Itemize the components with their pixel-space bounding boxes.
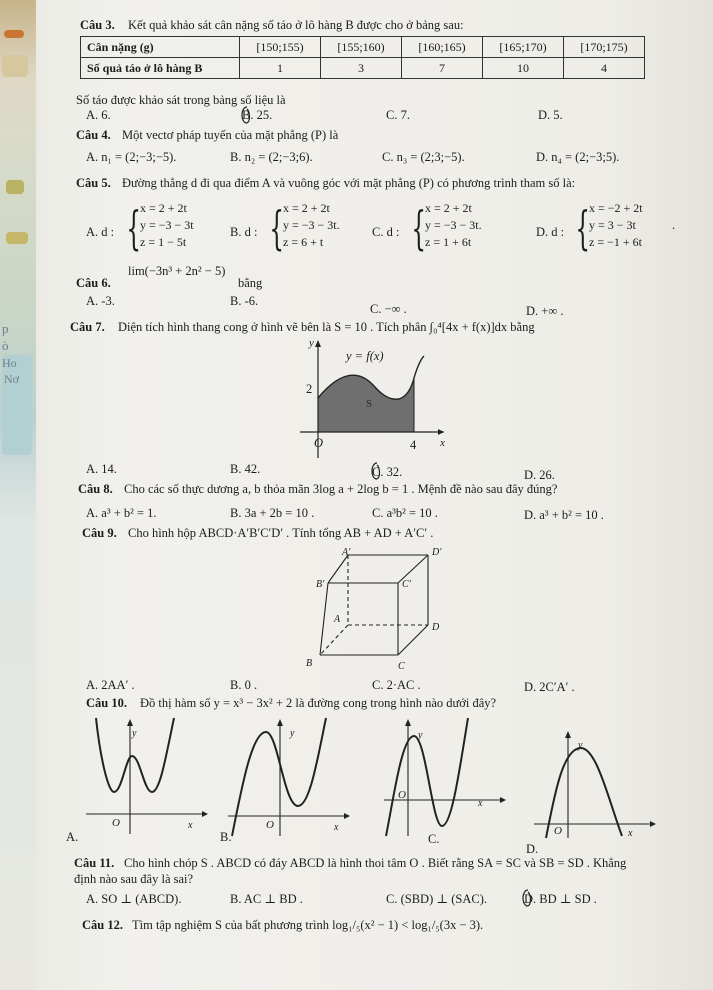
q7-option-a[interactable]: A. 14. — [86, 462, 117, 476]
q3-title: Câu 3. — [80, 18, 115, 32]
q10-graph-a — [82, 716, 212, 838]
q7-x-label: x — [440, 437, 445, 449]
q9-vertex-a-prime: A' — [342, 547, 351, 558]
q10-title: Câu 10. — [86, 696, 127, 710]
q5-option-a-brace: { — [126, 201, 141, 255]
q3-table-row-4: 10 — [483, 58, 564, 79]
q6-option-a[interactable]: A. -3. — [86, 294, 115, 308]
margin-scribble-4: Nơ — [4, 372, 20, 386]
q11-statement-line-2: định nào sau đây là sai? — [74, 872, 194, 886]
q6-title: Câu 6. — [76, 276, 111, 290]
q7-statement: Diện tích hình thang cong ở hình vẽ bên là S = 10 . Tích phân ∫₀⁴[4x + f(x)]dx bằng — [118, 320, 535, 334]
q7-y-tick: 2 — [306, 382, 313, 396]
q4-title: Câu 4. — [76, 128, 111, 142]
q6-option-c[interactable]: C. −∞ . — [370, 302, 407, 316]
q8-title: Câu 8. — [78, 482, 113, 496]
q4-statement: Một vectơ pháp tuyến của mặt phẳng (P) là — [122, 128, 339, 142]
q3-frequency-table — [80, 36, 645, 79]
q8-option-d[interactable]: D. a³ + b² = 10 . — [524, 508, 604, 522]
q4-option-d[interactable]: D. n₄ = (2;−3;5). — [536, 150, 620, 164]
q3-table-row-1: 1 — [240, 58, 321, 79]
margin-scribble-2: ò — [2, 338, 9, 353]
q10-label-d[interactable]: D. — [526, 842, 539, 856]
q11-option-a[interactable]: A. SO ⊥ (ABCD). — [86, 892, 182, 906]
q9-vertex-d-prime: D' — [432, 547, 442, 558]
q9-box-figure — [300, 540, 450, 668]
q5-option-c-system — [425, 200, 482, 251]
q5-c-line-3: z = 1 + 6t — [425, 235, 472, 249]
q8-option-b[interactable]: B. 3a + 2b = 10 . — [230, 506, 315, 520]
q10-d-x-label: x — [628, 828, 633, 839]
q10-a-y-label: y — [132, 728, 137, 739]
q11-option-d[interactable]: D. BD ⊥ SD . — [524, 892, 597, 906]
q3-option-c[interactable]: C. 7. — [386, 108, 410, 122]
q10-graph-d — [530, 728, 660, 840]
q10-label-c[interactable]: C. — [428, 832, 440, 846]
q5-option-a-system — [140, 200, 194, 251]
q5-trailing-dot: . — [672, 218, 676, 232]
q3-table-head-0: Cân nặng (g) — [81, 37, 240, 58]
q6-option-b[interactable]: B. -6. — [230, 294, 259, 308]
q3-circle-mark — [238, 105, 254, 125]
q5-option-d-label[interactable]: D. d : — [536, 225, 565, 239]
q5-option-d-system — [589, 200, 643, 251]
q7-function-label: y = f(x) — [346, 349, 384, 363]
q5-b-line-3: z = 6 + t — [283, 235, 324, 249]
q3-option-a[interactable]: A. 6. — [86, 108, 111, 122]
q5-c-line-2: y = −3 − 3t. — [425, 218, 482, 232]
q11-circle-mark — [519, 888, 535, 908]
q9-title: Câu 9. — [82, 526, 117, 540]
q6-option-d[interactable]: D. +∞ . — [526, 304, 564, 318]
q3-table-head-2: [155;160) — [321, 37, 402, 58]
q4-option-b[interactable]: B. n₂ = (2;−3;6). — [230, 150, 313, 164]
q7-origin: O — [314, 436, 324, 450]
q5-d-line-3: z = −1 + 6t — [589, 235, 642, 249]
q9-vertex-c: C — [398, 661, 405, 672]
q7-area-label: S — [366, 398, 373, 410]
q3-table-head-4: [165;170) — [483, 37, 564, 58]
q10-label-a[interactable]: A. — [66, 830, 79, 844]
q5-option-b-brace: { — [269, 201, 284, 255]
q10-c-y-label: y — [418, 730, 423, 741]
q3-statement: Kết quả khảo sát cân nặng số táo ở lô hàng B được cho ở bảng sau: — [128, 18, 464, 32]
q3-option-b[interactable]: B. 25. — [242, 108, 273, 122]
q5-option-b-system — [283, 200, 340, 251]
q10-d-y-label: y — [578, 740, 583, 751]
q10-d-origin: O — [554, 825, 562, 837]
q5-option-d-brace: { — [575, 201, 590, 255]
q5-statement: Đường thẳng d đi qua điểm A và vuông góc với mặt phẳng (P) có phương trình tham số là: — [122, 176, 576, 190]
q10-c-origin: O — [398, 789, 406, 801]
q10-a-origin: O — [112, 817, 120, 829]
q12-title: Câu 12. — [82, 918, 123, 932]
q7-option-b[interactable]: B. 42. — [230, 462, 261, 476]
q9-option-a[interactable]: A. 2AA′ . — [86, 678, 135, 692]
q7-circle-mark — [368, 461, 384, 481]
q5-b-line-1: x = 2 + 2t — [283, 201, 330, 215]
q10-statement: Đồ thị hàm số y = x³ − 3x² + 2 là đường cong trong hình nào dưới đây? — [140, 696, 497, 710]
q11-title: Câu 11. — [74, 856, 115, 870]
q5-b-line-2: y = −3 − 3t. — [283, 218, 340, 232]
q3-table-row-5: 4 — [564, 58, 645, 79]
q8-statement: Cho các số thực dương a, b thỏa mãn 3log a + 2log b = 1 . Mệnh đề nào sau đây đúng? — [124, 482, 558, 496]
q3-table-row-3: 7 — [402, 58, 483, 79]
q12-statement: Tìm tập nghiệm S của bất phương trình log₁/₅(x² − 1) < log₁/₅(3x − 3). — [132, 918, 484, 932]
q3-table-head-1: [150;155) — [240, 37, 321, 58]
q10-label-b[interactable]: B. — [220, 830, 232, 844]
q5-a-line-2: y = −3 − 3t — [140, 218, 194, 232]
q5-option-c-brace: { — [411, 201, 426, 255]
q3-question: Số táo được khảo sát trong bảng số liệu là — [76, 93, 286, 107]
q11-option-c[interactable]: C. (SBD) ⊥ (SAC). — [386, 892, 488, 906]
q7-option-c[interactable]: C. 32. — [372, 465, 403, 479]
q8-option-c[interactable]: C. a³b² = 10 . — [372, 506, 438, 520]
q9-vertex-d: D — [432, 622, 440, 633]
margin-scribble-3: Ho — [2, 356, 17, 370]
q9-option-d[interactable]: D. 2C′A′ . — [524, 680, 575, 694]
q6-limit: lim(−3n³ + 2n² − 5) — [128, 264, 226, 278]
q3-table-head-5: [170;175) — [564, 37, 645, 58]
q10-graph-c — [380, 716, 510, 838]
q5-d-line-1: x = −2 + 2t — [589, 201, 643, 215]
q9-option-b[interactable]: B. 0 . — [230, 678, 258, 692]
q9-vertex-a: A — [334, 614, 341, 625]
q5-option-b-label[interactable]: B. d : — [230, 225, 258, 239]
q3-option-d[interactable]: D. 5. — [538, 108, 563, 122]
q9-vertex-b: B — [306, 658, 313, 669]
q5-c-line-1: x = 2 + 2t — [425, 201, 472, 215]
q9-option-c[interactable]: C. 2·AC . — [372, 678, 421, 692]
q3-table-head-3: [160;165) — [402, 37, 483, 58]
q7-y-label: y — [309, 337, 314, 349]
q5-a-line-3: z = 1 − 5t — [140, 235, 187, 249]
q7-option-d[interactable]: D. 26. — [524, 468, 555, 482]
q5-option-c-label[interactable]: C. d : — [372, 225, 400, 239]
margin-scribble-1: p — [2, 321, 9, 336]
q10-b-origin: O — [266, 819, 274, 831]
q7-x-arrow — [438, 429, 444, 435]
q5-title: Câu 5. — [76, 176, 111, 190]
q4-option-c[interactable]: C. n₃ = (2;3;−5). — [382, 150, 465, 164]
q8-option-a[interactable]: A. a³ + b² = 1. — [86, 506, 157, 520]
q9-vertex-b-prime: B' — [316, 579, 325, 590]
q10-c-x-label: x — [478, 798, 483, 809]
q3-table-row-2: 3 — [321, 58, 402, 79]
q10-b-x-label: x — [334, 822, 339, 833]
q6-tail: bằng — [238, 276, 263, 290]
q3-table-row-0: Số quả táo ở lô hàng B — [81, 58, 240, 79]
q11-statement-line-1: Cho hình chóp S . ABCD có đáy ABCD là hình thoi tâm O . Biết rằng SA = SC và SB = SD . Khẳng — [124, 856, 627, 870]
q10-a-x-label: x — [188, 820, 193, 831]
q7-x-tick: 4 — [410, 438, 417, 452]
q5-option-a-label[interactable]: A. d : — [86, 225, 115, 239]
q4-option-a[interactable]: A. n₁ = (2;−3;−5). — [86, 150, 177, 164]
q5-d-line-2: y = 3 − 3t — [589, 218, 636, 232]
q11-option-b[interactable]: B. AC ⊥ BD . — [230, 892, 303, 906]
q7-title: Câu 7. — [70, 320, 105, 334]
q9-vertex-c-prime: C' — [402, 579, 411, 590]
page-left-edge — [0, 0, 36, 990]
q5-a-line-1: x = 2 + 2t — [140, 201, 187, 215]
q7-y-arrow — [315, 340, 321, 347]
q9-statement: Cho hình hộp ABCD·A′B′C′D′ . Tính tổng AB + AD + A′C′ . — [128, 526, 434, 540]
q10-b-y-label: y — [290, 728, 295, 739]
